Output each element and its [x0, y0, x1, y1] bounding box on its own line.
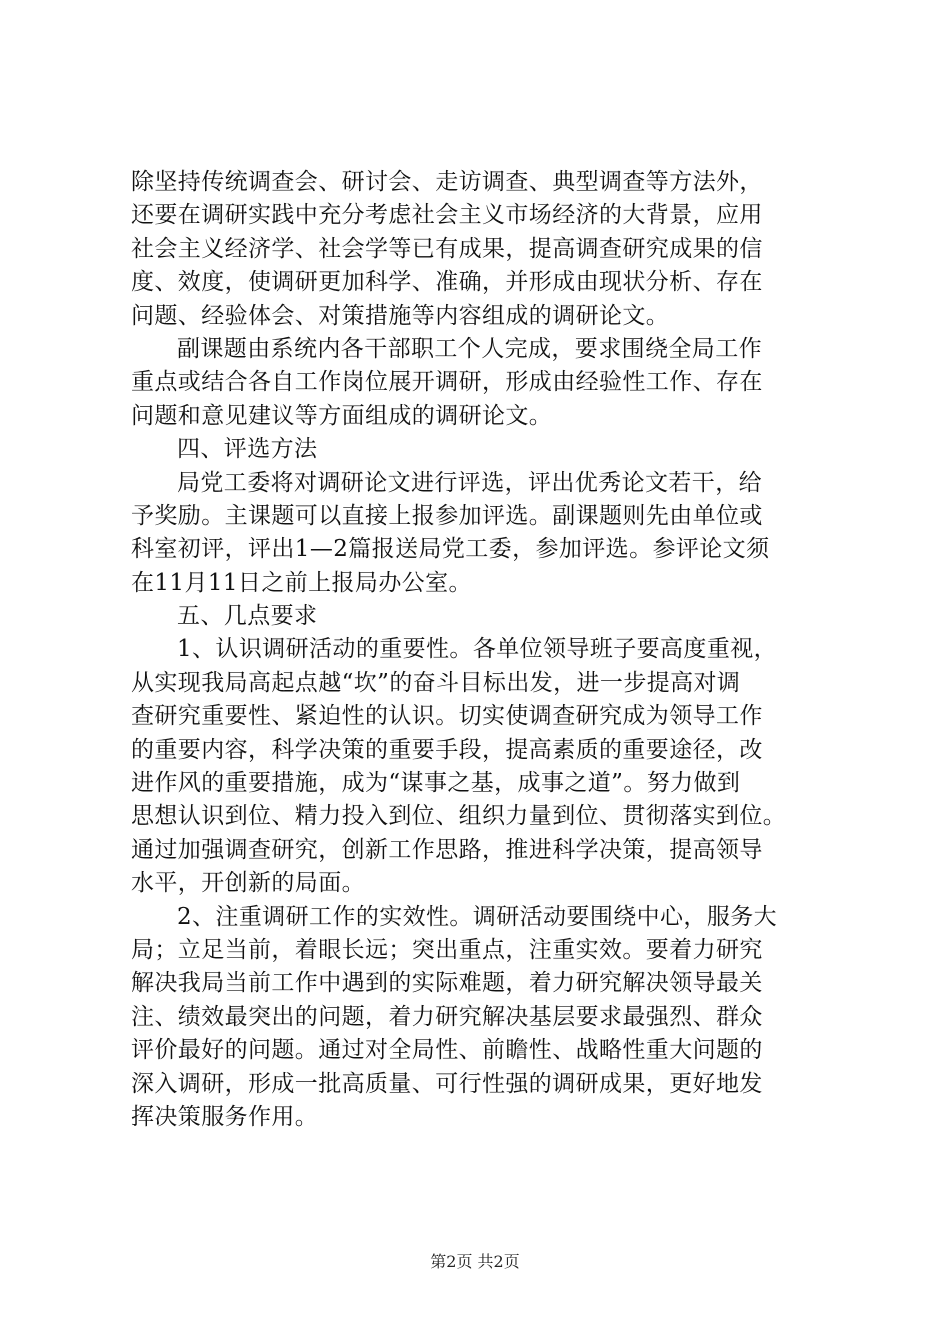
text-line: 还要在调研实践中充分考虑社会主义市场经济的大背景，应用 [131, 202, 763, 229]
text-line: 进作风的重要措施，成为“谋事之基，成事之道”。努力做到 [131, 770, 741, 797]
text-line: 查研究重要性、紧迫性的认识。切实使调查研究成为领导工作 [131, 703, 763, 730]
text-line: 挥决策服务作用。 [131, 1103, 319, 1130]
text-line: 深入调研，形成一批高质量、可行性强的调研成果，更好地发 [131, 1070, 763, 1097]
paragraph-first-line: 局党工委将对调研论文进行评选，评出优秀论文若干，给 [177, 469, 762, 496]
text-line: 问题、经验体会、对策措施等内容组成的调研论文。 [131, 302, 670, 329]
text-line: 社会主义经济学、社会学等已有成果，提高调查研究成果的信 [131, 235, 763, 262]
text-line: 科室初评，评出1—2篇报送局党工委，参加评选。参评论文须 [131, 536, 770, 563]
text-line: 思想认识到位、精力投入到位、组织力量到位、贯彻落实到位。 [131, 803, 787, 830]
text-line: 通过加强调查研究，创新工作思路，推进科学决策，提高领导 [131, 836, 763, 863]
text-line: 的重要内容，科学决策的重要手段，提高素质的重要途径，改 [131, 736, 763, 763]
text-line: 注、绩效最突出的问题，着力研究解决基层要求最强烈、群众 [131, 1003, 763, 1030]
paragraph-first-line: 1、认识调研活动的重要性。各单位领导班子要高度重视， [177, 636, 778, 663]
section-heading: 四、评选方法 [177, 436, 318, 463]
paragraph-first-line: 副课题由系统内各干部职工个人完成，要求围绕全局工作 [177, 335, 762, 362]
text-line: 从实现我局高起点越“坎”的奋斗目标出发，进一步提高对调 [131, 669, 741, 696]
text-line: 除坚持传统调查会、研讨会、走访调查、典型调查等方法外， [131, 169, 763, 195]
text-line: 问题和意见建议等方面组成的调研论文。 [131, 402, 553, 429]
text-line: 予奖励。主课题可以直接上报参加评选。副课题则先由单位或 [131, 502, 763, 529]
text-line: 评价最好的问题。通过对全局性、前瞻性、战略性重大问题的 [131, 1037, 763, 1064]
text-line: 解决我局当前工作中遇到的实际难题，着力研究解决领导最关 [131, 970, 763, 997]
paragraph-first-line: 2、注重调研工作的实效性。调研活动要围绕中心，服务大 [177, 903, 778, 930]
text-line: 局；立足当前，着眼长远；突出重点，注重实效。要着力研究 [131, 936, 763, 963]
text-line: 水平，开创新的局面。 [131, 870, 365, 897]
text-line: 度、效度，使调研更加科学、准确，并形成由现状分析、存在 [131, 269, 763, 296]
page-number-footer: 第2页 共2页 [430, 1252, 520, 1271]
text-line: 重点或结合各自工作岗位展开调研，形成由经验性工作、存在 [131, 369, 763, 396]
text-line: 在11月11日之前上报局办公室。 [131, 569, 472, 596]
document-body [131, 166, 831, 1134]
section-heading: 五、几点要求 [177, 603, 318, 630]
